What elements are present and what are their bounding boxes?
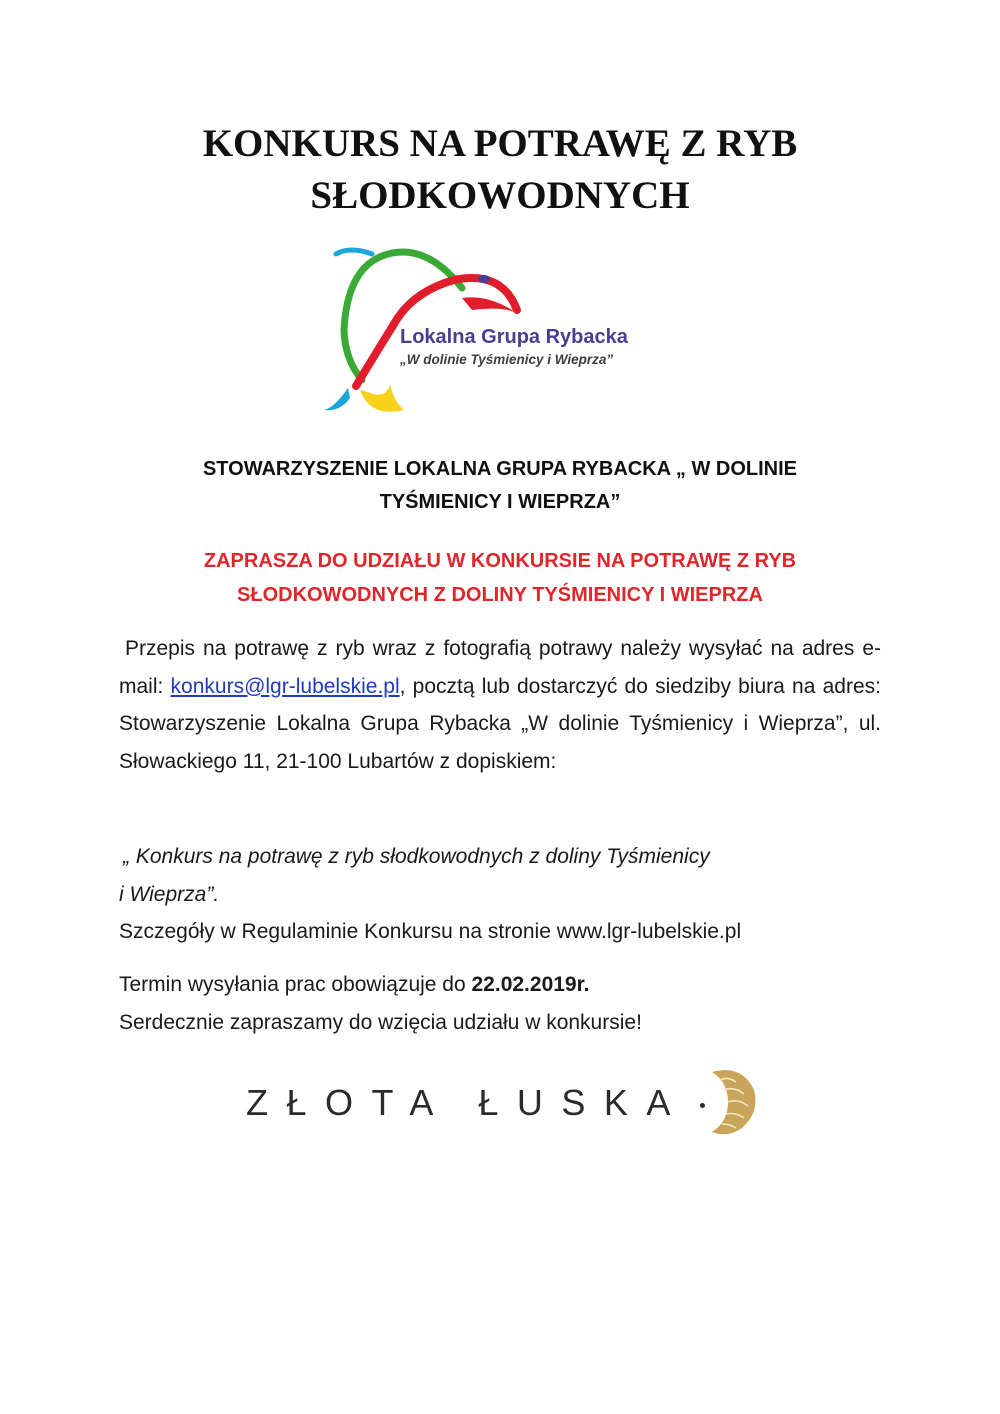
fish-yellow-tail: [360, 384, 404, 412]
association-line-1: STOWARZYSZENIE LOKALNA GRUPA RYBACKA „ W DOLINIE: [202, 458, 798, 480]
annotation-quote-line-1: „ Konkurs na potrawę z ryb słodkowodnych z doliny Tyśmienicy: [123, 845, 710, 868]
invitation-line-1: ZAPRASZA DO UDZIAŁU W KONKURSIE NA POTRAWĘ Z RYB: [203, 550, 797, 572]
association-line-2: TYŚMIENICY I WIEPRZA”: [379, 491, 621, 513]
deadline-date: 22.02.2019r.: [471, 973, 590, 996]
deadline-line: [119, 966, 881, 1004]
email-link[interactable]: konkurs@lgr-lubelskie.pl: [170, 674, 400, 698]
annotation-paragraph: [119, 838, 881, 951]
lgr-logo: [312, 240, 692, 420]
fish-blue-stroke: [336, 250, 372, 254]
closing-line: Serdecznie zapraszamy do wzięcia udziału w konkursie!: [119, 1010, 642, 1034]
fish-blue-tail: [324, 388, 350, 410]
fish-eye: [478, 275, 490, 283]
association-heading: [100, 453, 900, 519]
submission-text-after: , pocztą lub dostarczyć do siedziby biura na adres: Stowarzyszenie Lokalna Grupa Rybacka „W dolinie Tyśmienicy i Wieprza”, ul. Słowackiego 11, 21-100 Lubartów z dopiskiem:: [119, 674, 881, 773]
invitation-line-2: SŁODKOWODNYCH Z DOLINY TYŚMIENICY I WIEPRZA: [237, 584, 763, 606]
deadline-paragraph: [119, 966, 881, 1041]
zlota-luska-logo: [246, 1062, 766, 1138]
zlota-luska-text: ZŁOTA ŁUSKA: [246, 1082, 689, 1123]
submission-text-before: Przepis na potrawę z ryb wraz z fotografią potrawy należy wysyłać na adres e-mail:: [119, 637, 881, 698]
submission-paragraph: [119, 630, 881, 780]
details-line: Szczegóły w Regulaminie Konkursu na stronie www.lgr-lubelskie.pl: [119, 920, 742, 943]
page-title: [0, 118, 1000, 222]
lgr-logo-name: Lokalna Grupa Rybacka: [400, 326, 628, 348]
annotation-quote-line-2: i Wieprza”.: [119, 882, 220, 906]
golden-scale-icon: [702, 1066, 758, 1138]
title-line-2: SŁODKOWODNYCH: [310, 174, 690, 217]
deadline-prefix: Termin wysyłania prac obowiązuje do: [119, 973, 472, 996]
lgr-logo-motto: „W dolinie Tyśmienicy i Wieprza”: [400, 352, 614, 367]
title-line-1: KONKURS NA POTRAWĘ Z RYB: [202, 122, 798, 165]
invitation-heading: [100, 544, 900, 612]
